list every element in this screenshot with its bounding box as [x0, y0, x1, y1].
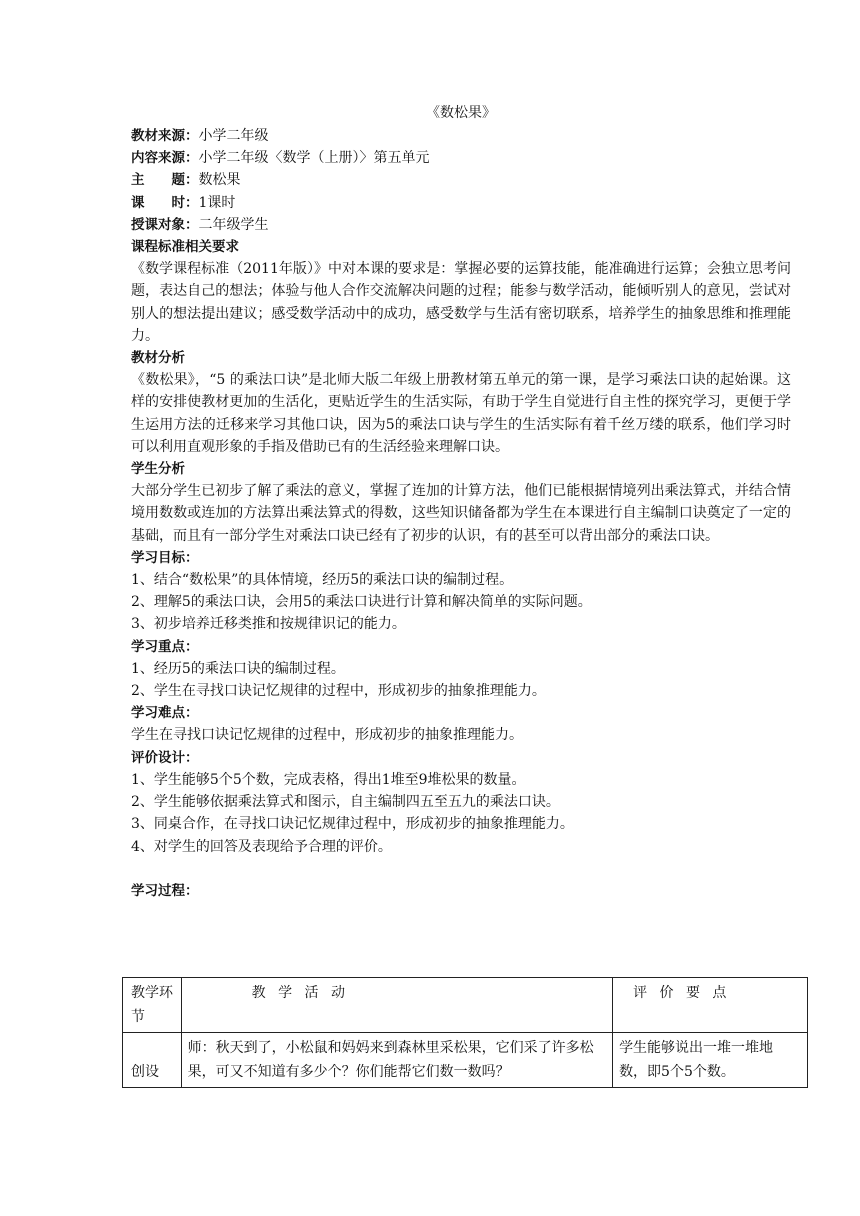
meta-source — [131, 125, 791, 147]
section-heading-material: 教材分析 — [131, 350, 185, 367]
process-table — [122, 977, 808, 1088]
meta-value: 1课时 — [198, 194, 236, 211]
meta-label: 授课对象： — [131, 216, 199, 233]
key-point-item: 1、经历5的乘法口诀的编制过程。 — [131, 660, 345, 677]
meta-label: 主 题： — [131, 172, 199, 189]
row-eval: 学生能够说出一堆一堆地数，即5个5个数。 — [613, 1033, 808, 1088]
spacer — [131, 858, 791, 880]
document-page — [131, 102, 791, 902]
section-heading-standard: 课程标准相关要求 — [131, 239, 239, 256]
meta-label: 内容来源： — [131, 150, 199, 167]
evaluation-item: 1、学生能够5个5个数，完成表格，得出1堆至9堆松果的数量。 — [131, 771, 526, 788]
meta-value: 小学二年级 — [198, 128, 269, 144]
meta-content — [131, 147, 791, 169]
meta-audience — [131, 214, 791, 236]
goal-item: 2、理解5的乘法口诀，会用5的乘法口诀进行计算和解决简单的实际问题。 — [131, 594, 592, 611]
header-stage: 教学环节 — [123, 978, 182, 1033]
section-heading-evaluation: 评价设计： — [131, 749, 199, 766]
meta-value: 二年级学生 — [198, 216, 269, 233]
goal-item: 3、初步培养迁移类推和按规律识记的能力。 — [131, 616, 406, 633]
section-text-students: 大部分学生已初步了解了乘法的意义，掌握了连加的计算方法，他们已能根据情境列出乘法算式，并结合情境用数数或连加的方法算出乘法算式的得数，这些知识储备都为学生在本课进行自主编制口诀奠定了一定的基础，而且有一部分学生对乘法口诀已经有了初步的认识，有的甚至可以背出部分的乘法口诀。 — [131, 483, 791, 544]
section-text-standard: 《数学课程标准（2011年版）》中对本课的要求是：掌握必要的运算技能，能准确进行运算；会独立思考问题，表达自己的想法；体验与他人合作交流解决问题的过程；能参与数学活动，能倾听别人的意见，尝试对别人的想法提出建议；感受数学活动中的成功，感受数学与生活有密切联系，培养学生的抽象思维和推理能力。 — [131, 261, 791, 344]
meta-duration — [131, 192, 791, 214]
header-eval: 评 价 要 点 — [613, 978, 808, 1033]
meta-label: 课 时： — [131, 194, 199, 211]
goal-item: 1、结合“数松果”的具体情境，经历5的乘法口诀的编制过程。 — [131, 572, 514, 589]
header-activity: 教 学 活 动 — [181, 978, 612, 1033]
meta-label: 教材来源： — [131, 128, 199, 144]
difficulty-item: 学生在寻找口诀记忆规律的过程中，形成初步的抽象推理能力。 — [131, 727, 523, 744]
key-point-item: 2、学生在寻找口诀记忆规律的过程中，形成初步的抽象推理能力。 — [131, 683, 546, 700]
evaluation-item: 3、同桌合作，在寻找口诀记忆规律过程中，形成初步的抽象推理能力。 — [131, 816, 574, 833]
table-header-row — [123, 978, 808, 1033]
document-title: 《数松果》 — [426, 105, 496, 121]
table-row — [123, 1033, 808, 1088]
section-heading-students: 学生分析 — [131, 461, 185, 478]
evaluation-item: 4、对学生的回答及表现给予合理的评价。 — [131, 838, 392, 855]
section-text-material: 《数松果》，“5 的乘法口诀”是北师大版二年级上册教材第五单元的第一课，是学习乘法口诀的起始课。这样的安排使教材更加的生活化，更贴近学生的生活实际，有助于学生自觉进行自主性的探究学习，更便于学生运用方法的迁移来学习其他口诀，因为5的乘法口诀与学生的生活实际有着千丝万缕的联系，他们学习时可以利用直观形象的手指及借助已有的生活经验来理解口诀。 — [131, 372, 791, 455]
section-heading-key-points: 学习重点： — [131, 638, 199, 655]
row-stage: 创设 — [123, 1033, 182, 1088]
section-heading-process: 学习过程： — [131, 882, 199, 899]
section-heading-difficulties: 学习难点： — [131, 705, 199, 722]
section-heading-goals: 学习目标： — [131, 549, 199, 566]
meta-value: 小学二年级〈数学（上册）〉第五单元 — [198, 150, 430, 167]
meta-value: 数松果 — [198, 172, 241, 189]
evaluation-item: 2、学生能够依据乘法算式和图示，自主编制四五至五九的乘法口诀。 — [131, 794, 560, 811]
meta-topic — [131, 169, 791, 191]
row-activity: 师：秋天到了，小松鼠和妈妈来到森林里采松果，它们采了许多松果，可又不知道有多少个？你们能帮它们数一数吗？ — [181, 1033, 612, 1088]
